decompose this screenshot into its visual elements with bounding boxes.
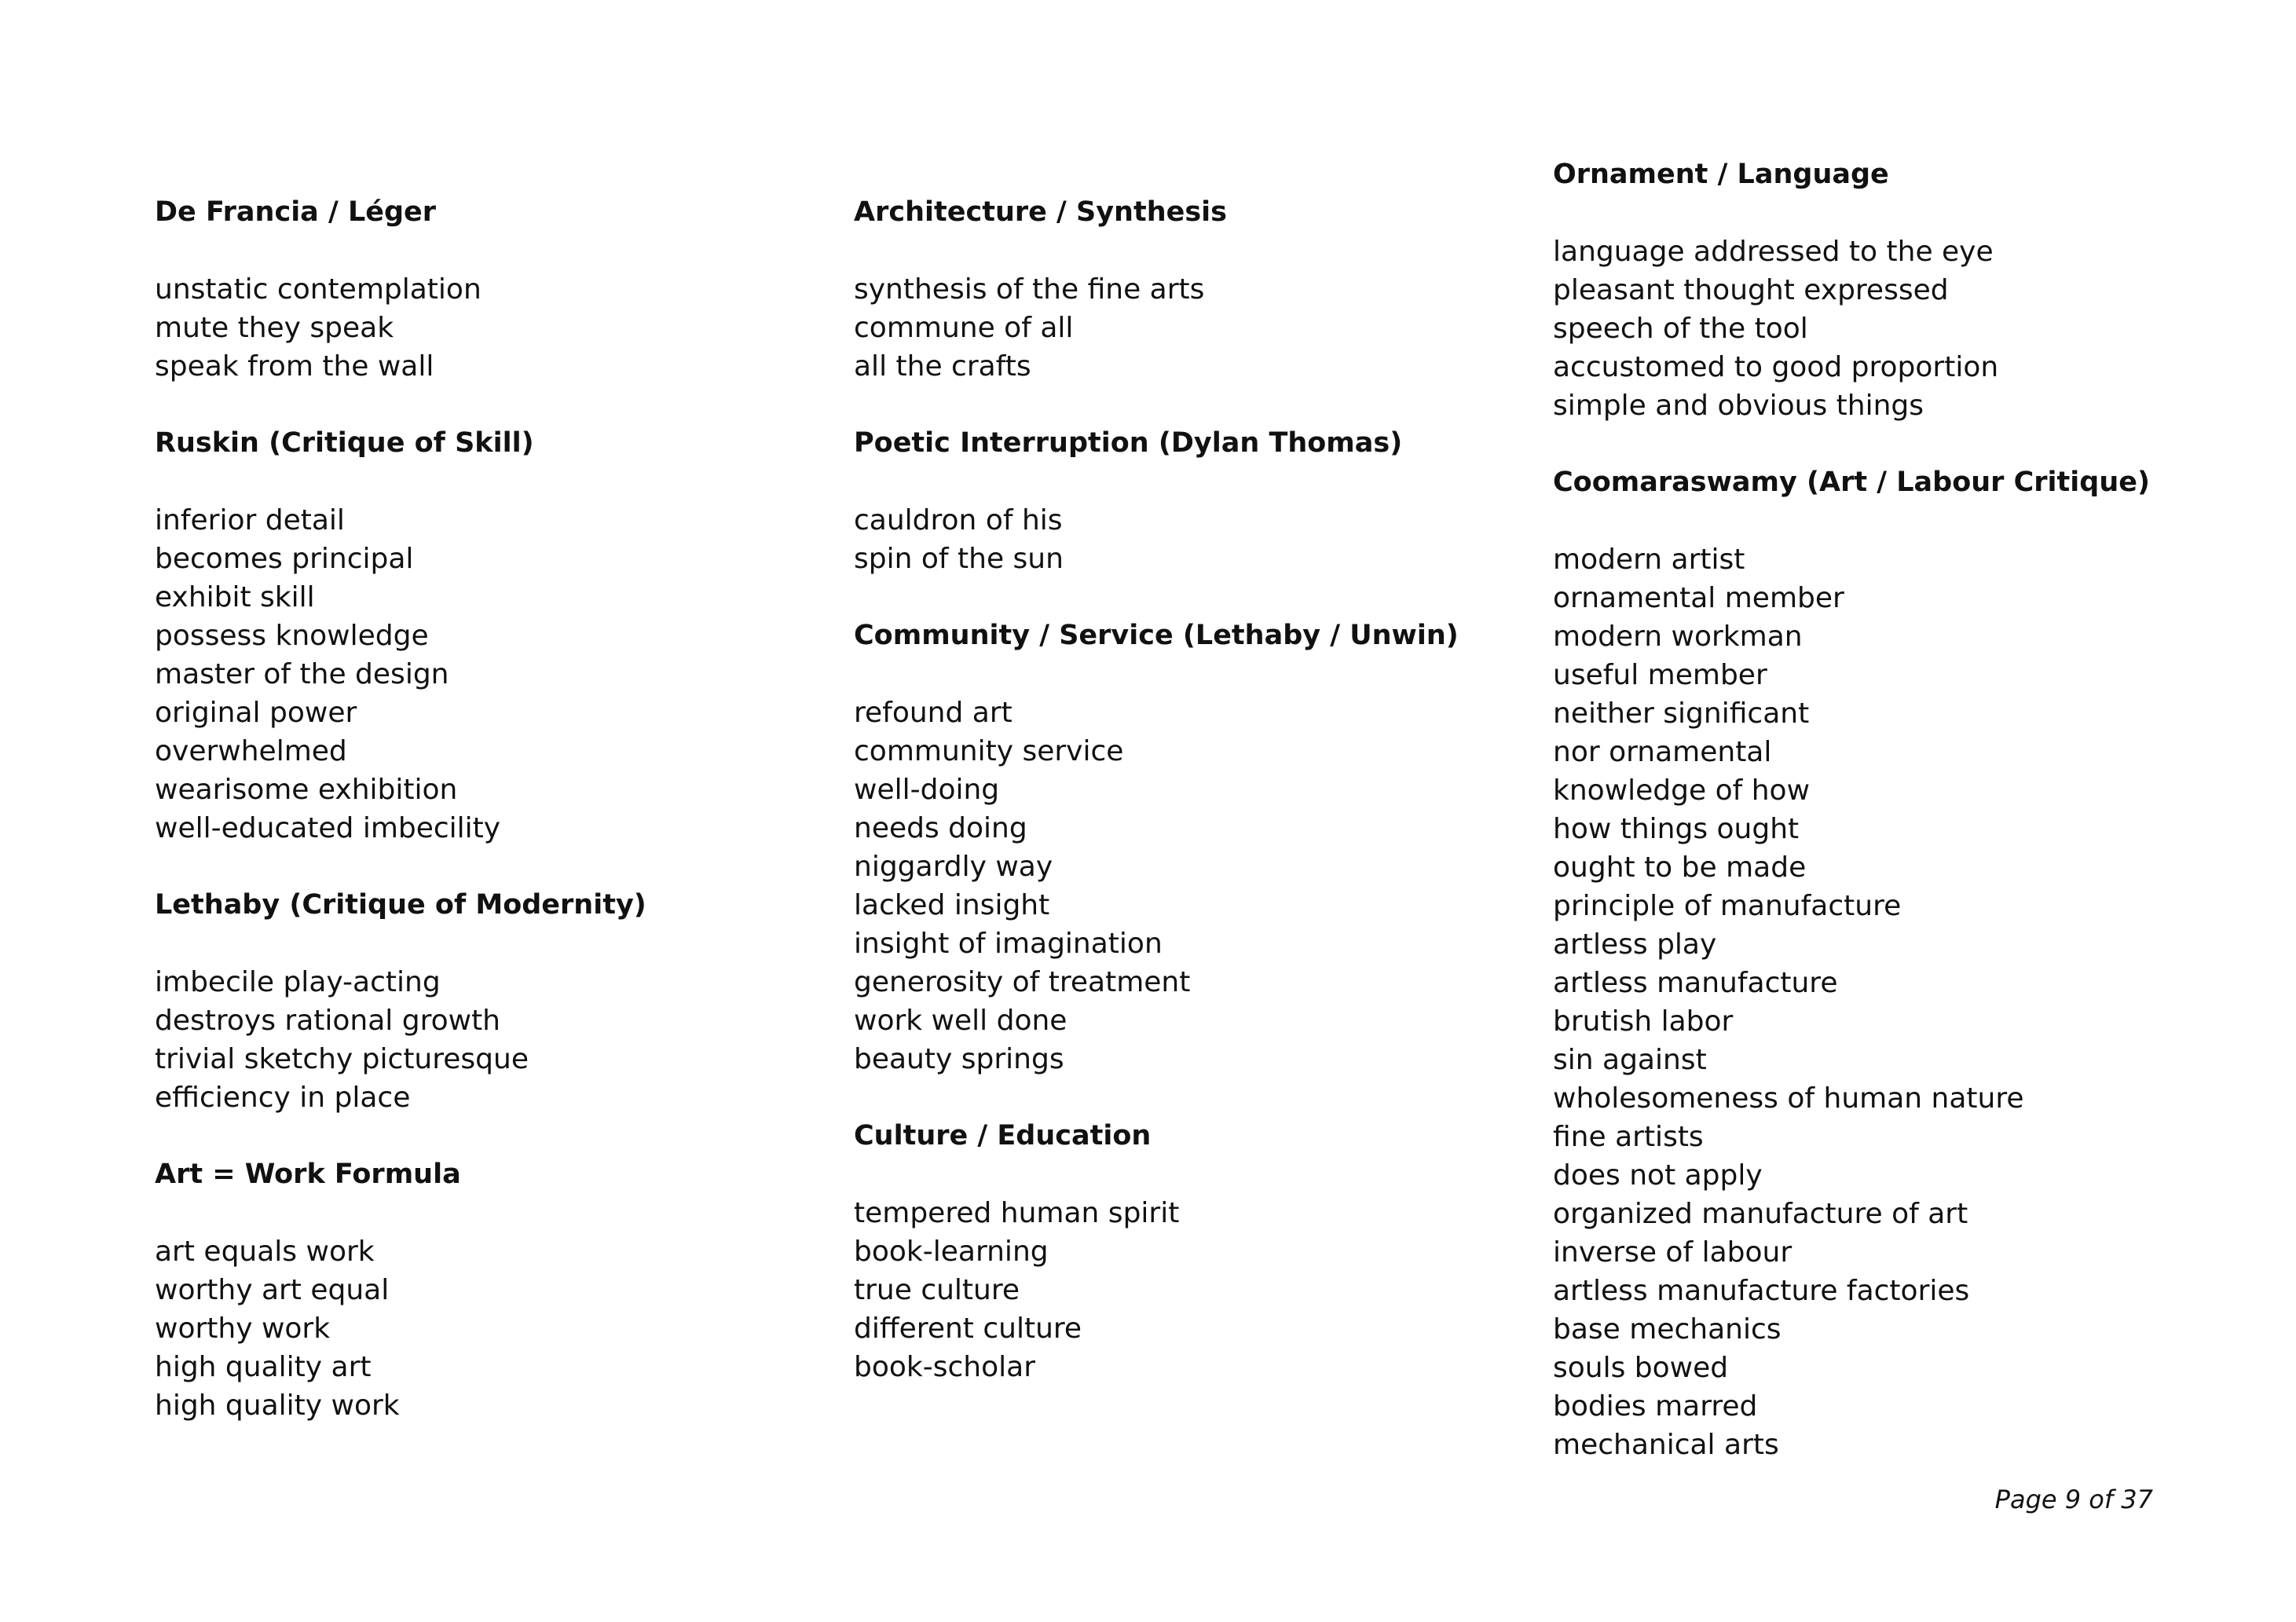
section-line-list xyxy=(854,270,1498,386)
section-line: ought to be made xyxy=(1553,851,1807,884)
section-line: useful member xyxy=(1553,659,1767,691)
section-line: wholesomeness of human nature xyxy=(1553,1082,2024,1115)
section-line: inferior detail xyxy=(155,504,345,536)
section-line: trivial sketchy picturesque xyxy=(155,1043,529,1075)
section-line: efficiency in place xyxy=(155,1082,411,1114)
section-heading: Community / Service (Lethaby / Unwin) xyxy=(854,620,1459,651)
page-number: Page 9 of 37 xyxy=(1994,1485,2153,1514)
section-line: mechanical arts xyxy=(1553,1429,1779,1461)
section-line: knowledge of how xyxy=(1553,774,1811,807)
section-heading: Ornament / Language xyxy=(1553,159,1889,190)
section-line: community service xyxy=(854,735,1124,767)
section-line: needs doing xyxy=(854,812,1027,844)
section-line: brutish labor xyxy=(1553,1005,1734,1038)
section-line: master of the design xyxy=(155,658,449,690)
section-line: fine artists xyxy=(1553,1121,1704,1153)
section-line: cauldron of his xyxy=(854,504,1063,536)
section-line-list xyxy=(155,963,799,1117)
section-line: accustomed to good proportion xyxy=(1553,351,1999,383)
section-line: nor ornamental xyxy=(1553,736,1772,768)
section-line: book-learning xyxy=(854,1236,1049,1268)
section-line: lacked insight xyxy=(854,889,1050,921)
section-line: becomes principal xyxy=(155,543,414,575)
section-line: inverse of labour xyxy=(1553,1236,1792,1269)
section-line-list xyxy=(854,1194,1498,1386)
section-line: beauty springs xyxy=(854,1043,1064,1075)
section-line: simple and obvious things xyxy=(1553,390,1924,422)
section-line: insight of imagination xyxy=(854,928,1163,960)
section-heading: Architecture / Synthesis xyxy=(854,196,1228,228)
section-line: book-scholar xyxy=(854,1351,1035,1383)
section-line: worthy art equal xyxy=(155,1274,390,1306)
section-line: pleasant thought expressed xyxy=(1553,274,1949,306)
section-line: souls bowed xyxy=(1553,1352,1729,1384)
section-line: imbecile play-acting xyxy=(155,966,441,998)
section-heading: De Francia / Léger xyxy=(155,196,437,228)
section-line: tempered human spirit xyxy=(854,1197,1180,1229)
section-line: worthy work xyxy=(155,1313,331,1345)
section-line: art equals work xyxy=(155,1236,375,1268)
column-1 xyxy=(155,193,799,1463)
section-line: artless manufacture xyxy=(1553,967,1838,999)
section-line: wearisome exhibition xyxy=(155,774,458,806)
section-line: artless manufacture factories xyxy=(1553,1275,1970,1307)
section-line: high quality work xyxy=(155,1390,400,1422)
section-line: mute they speak xyxy=(155,312,394,344)
section-line: language addressed to the eye xyxy=(1553,236,1994,268)
section-line: possess knowledge xyxy=(155,620,429,652)
section-line: synthesis of the fine arts xyxy=(854,273,1205,306)
section-heading: Art = Work Formula xyxy=(155,1159,461,1190)
section-line-list xyxy=(854,694,1498,1078)
section-line: well-educated imbecility xyxy=(155,812,501,844)
section-line: organized manufacture of art xyxy=(1553,1198,1968,1230)
section-line: well-doing xyxy=(854,774,1000,806)
section-line-list xyxy=(155,1232,799,1425)
section-heading: Poetic Interruption (Dylan Thomas) xyxy=(854,427,1403,459)
section-line: modern artist xyxy=(1553,544,1745,576)
section-line: exhibit skill xyxy=(155,581,315,613)
section-line: principle of manufacture xyxy=(1553,890,1902,922)
section-line: does not apply xyxy=(1553,1159,1763,1192)
section-line: original power xyxy=(155,697,357,729)
section-line: base mechanics xyxy=(1553,1313,1782,1346)
section-line-list xyxy=(155,270,799,386)
column-3 xyxy=(1553,156,2197,1503)
section-line: high quality art xyxy=(155,1351,372,1383)
section-line: different culture xyxy=(854,1313,1082,1345)
section-line: modern workman xyxy=(1553,621,1803,653)
section-line: how things ought xyxy=(1553,813,1800,845)
column-2 xyxy=(854,193,1498,1425)
section-line: speak from the wall xyxy=(155,350,434,383)
section-heading: Coomaraswamy (Art / Labour Critique) xyxy=(1553,467,2150,498)
section-line: destroys rational growth xyxy=(155,1005,500,1037)
section-heading: Culture / Education xyxy=(854,1120,1152,1152)
section-line: commune of all xyxy=(854,312,1074,344)
section-line: all the crafts xyxy=(854,350,1031,383)
section-line: overwhelmed xyxy=(155,735,347,767)
section-line: unstatic contemplation xyxy=(155,273,482,306)
section-line: generosity of treatment xyxy=(854,966,1191,998)
section-heading: Lethaby (Critique of Modernity) xyxy=(155,889,646,921)
section-line-list xyxy=(155,501,799,848)
section-line-list xyxy=(1553,232,2197,425)
section-heading: Ruskin (Critique of Skill) xyxy=(155,427,534,459)
section-line: refound art xyxy=(854,697,1013,729)
section-line-list xyxy=(1553,540,2197,1464)
section-line: neither significant xyxy=(1553,697,1810,730)
section-line: bodies marred xyxy=(1553,1390,1758,1422)
section-line: sin against xyxy=(1553,1044,1707,1076)
section-line: ornamental member xyxy=(1553,582,1844,614)
section-line: work well done xyxy=(854,1005,1067,1037)
section-line: speech of the tool xyxy=(1553,313,1808,345)
section-line: niggardly way xyxy=(854,851,1053,883)
section-line: true culture xyxy=(854,1274,1020,1306)
section-line-list xyxy=(854,501,1498,578)
section-line: spin of the sun xyxy=(854,543,1064,575)
section-line: artless play xyxy=(1553,928,1717,961)
